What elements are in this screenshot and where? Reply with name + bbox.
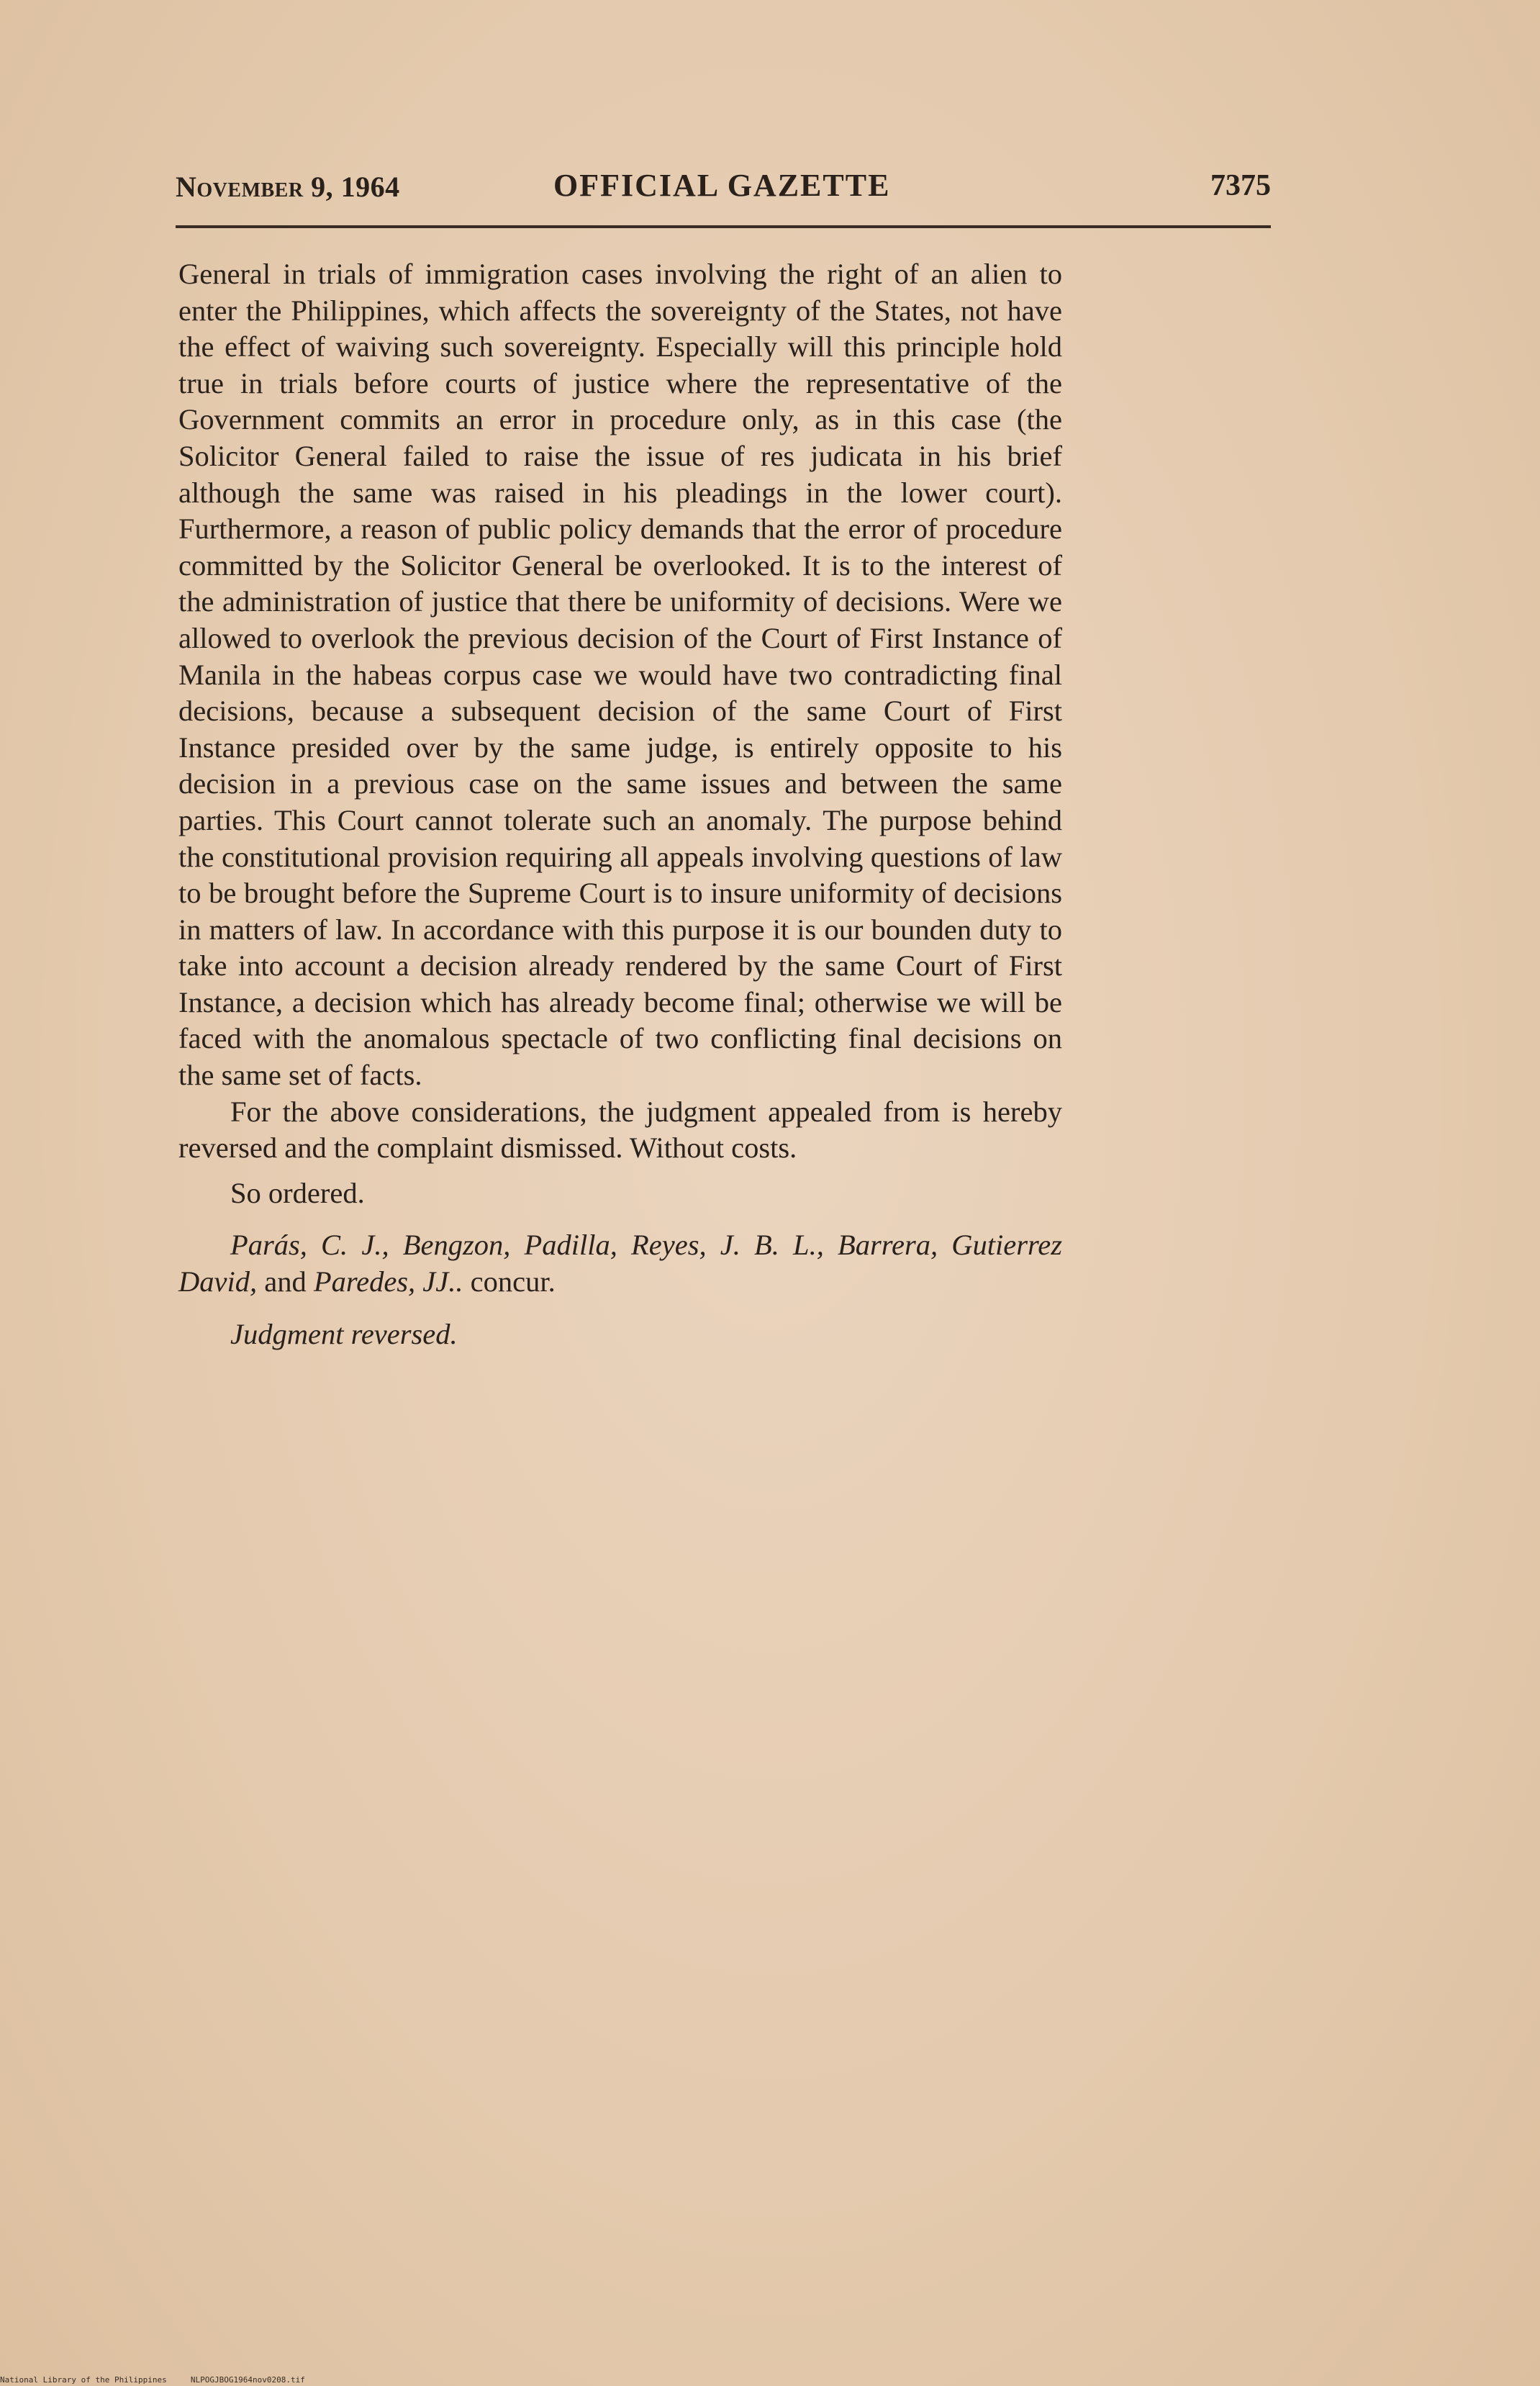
judgment-reversed: Judgment reversed. bbox=[230, 1317, 458, 1350]
header-page-number: 7375 bbox=[1210, 169, 1271, 202]
body-text bbox=[178, 256, 1062, 1352]
concurrence bbox=[178, 1227, 1062, 1300]
judgment-result bbox=[178, 1316, 1062, 1353]
paragraph-opinion: General in trials of immigration cases involving the right of an alien to enter the Philippines, which affects the sovereignty of the States, not have the effect of waiving such sovereignty. Especially will this principle hold true in trials before courts of justice where the representative of the Government commits an error in procedure only, as in this case (the Solicitor General failed to raise the issue of res judicata in his brief although the same was raised in his pleadings in the lower court). Furthermore, a reason of public policy demands that the error of procedure committed by the Solicitor General be overlooked. It is to the interest of the administration of justice that there be uniformity of decisions. Were we allowed to overlook the previous decision of the Court of First Instance of Manila in the habeas corpus case we would have two contradicting final decisions, because a subsequent decision of the same Court of First Instance presided over by the same judge, is entirely opposite to his decision in a previous case on the same issues and between the same parties. This Court cannot tolerate such an anomaly. The purpose behind the constitutional provision requiring all appeals involving questions of law to be brought before the Supreme Court is to insure uniformity of decisions in matters of law. In accordance with this purpose it is our bounden duty to take into account a decision already rendered by the same Court of First Instance, a decision which has already become final; otherwise we will be faced with the anomalous spectacle of two conflicting final decisions on the same set of facts. bbox=[178, 258, 1062, 1092]
paragraph-so-ordered: So ordered. bbox=[230, 1176, 365, 1209]
concurrence-and: and bbox=[264, 1265, 307, 1298]
header-rule bbox=[176, 225, 1271, 228]
header-date: November 9, 1964 bbox=[176, 171, 400, 203]
concurring-justices-line1: Parás, C. J., Bengzon, Padilla, Reyes, J. B. L., Barrera, bbox=[230, 1229, 938, 1262]
scan-footer: National Library of the Philippines NLPOGJBOG1964nov0208.tif bbox=[0, 2375, 305, 2385]
concurrence-end: concur. bbox=[470, 1265, 556, 1298]
page-header bbox=[176, 170, 1271, 213]
header-title: OFFICIAL GAZETTE bbox=[553, 168, 891, 203]
concurring-justices-line2: Gutierrez David, bbox=[178, 1229, 1063, 1298]
paragraph-disposition: For the above considerations, the judgment appealed from is hereby reversed and the complaint dismissed. Without costs. bbox=[178, 1095, 1062, 1165]
concurring-justices-line3: Paredes, JJ.. bbox=[313, 1265, 463, 1298]
